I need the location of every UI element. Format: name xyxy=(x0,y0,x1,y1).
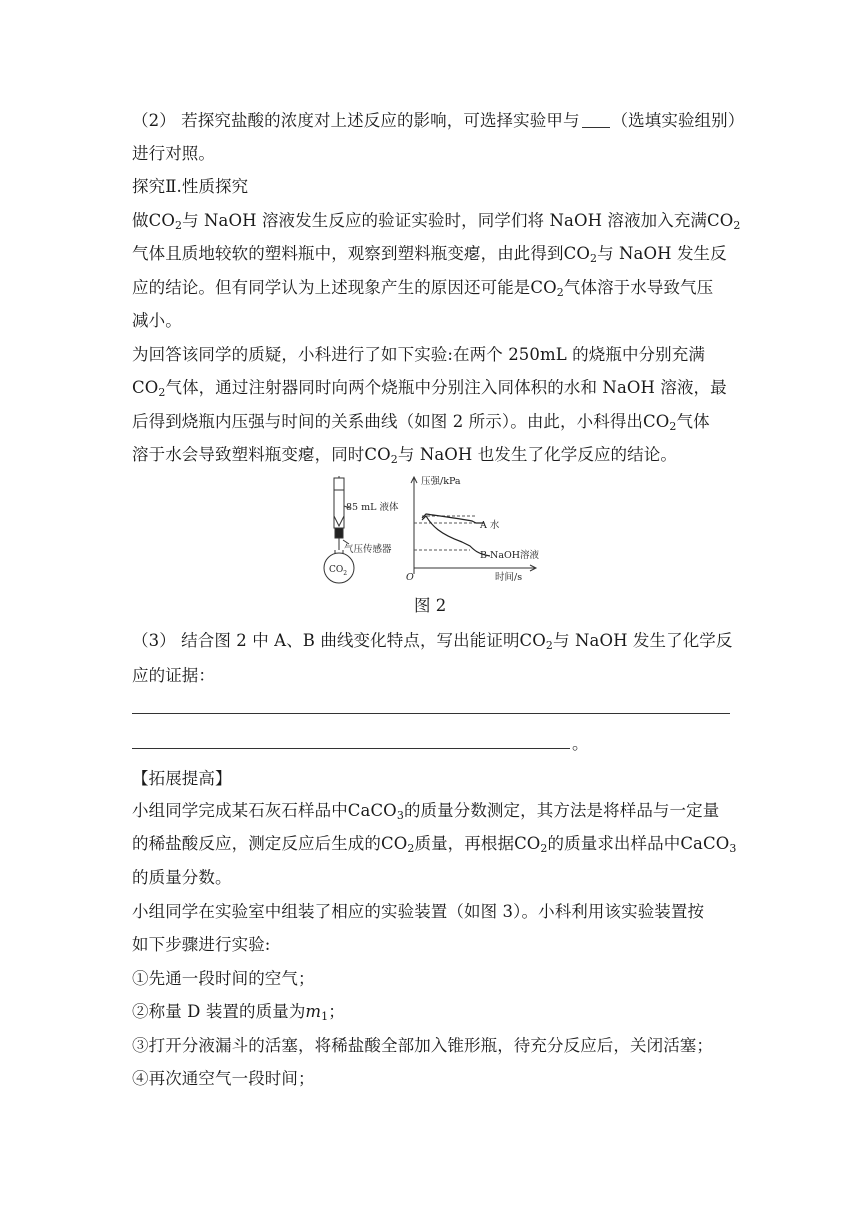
liquid-label: 85 mL 液体 xyxy=(346,502,399,513)
text: ②称量 D 装置的质量为 xyxy=(132,1002,306,1021)
stopper xyxy=(335,528,343,538)
subscript: 2 xyxy=(158,386,166,399)
text: 溶于水会导致塑料瓶变瘪，同时CO xyxy=(132,445,391,464)
question-3-line-2: 应的证据： xyxy=(132,666,215,685)
text: 气体溶于水导致气压 xyxy=(563,278,714,297)
y-axis-label: 压强/kPa xyxy=(421,476,461,487)
paragraph-1-line-3 xyxy=(132,278,732,303)
paragraph-1-line-2 xyxy=(132,244,732,269)
text: 质量，再根据CO xyxy=(414,834,541,853)
paragraph-3-line-1 xyxy=(132,801,732,826)
section-heading-extension: 【拓展提高】 xyxy=(132,769,232,788)
subscript: 3 xyxy=(729,842,737,855)
curve-a-label: A 水 xyxy=(480,520,500,531)
text: 的质量求出样品中CaCO xyxy=(547,834,730,853)
origin-label: O xyxy=(406,572,414,583)
paragraph-2-line-4 xyxy=(132,445,732,470)
text: 的稀盐酸反应，测定反应后生成的CO xyxy=(132,834,408,853)
text: 的质量分数测定，其方法是将样品与一定量 xyxy=(403,801,720,820)
syringe xyxy=(334,478,344,528)
question-3-line-1 xyxy=(132,631,732,656)
paragraph-3-line-3: 的质量分数。 xyxy=(132,868,232,887)
flask-label xyxy=(329,565,347,577)
text: 做CO xyxy=(132,211,175,230)
paragraph-2-line-1: 为回答该同学的质疑，小科进行了如下实验:在两个 250mL 的烧瓶中分别充满 xyxy=(132,345,705,364)
text: 与 NaOH 发生反 xyxy=(597,244,727,263)
paragraph-4-line-2: 如下步骤进行实验: xyxy=(132,935,271,954)
step-2 xyxy=(132,1002,732,1027)
text: （2） 若探究盐酸的浓度对上述反应的影响，可选择实验甲与 xyxy=(132,111,580,130)
text: 后得到烧瓶内压强与时间的关系曲线（如图 2 所示）。由此，小科得出CO xyxy=(132,412,670,431)
text: 气体且质地较软的塑料瓶中，观察到塑料瓶变瘪，由此得到CO xyxy=(132,244,590,263)
paragraph-1-line-4: 减小。 xyxy=(132,311,182,330)
subscript: 3 xyxy=(396,809,404,822)
figure-2-caption: 图 2 xyxy=(414,596,447,615)
subscript: 2 xyxy=(733,219,741,232)
text: （3） 结合图 2 中 A、B 曲线变化特点，写出能证明CO xyxy=(132,631,546,650)
figure-2-graphic xyxy=(322,476,582,586)
text: ； xyxy=(328,1002,345,1021)
subscript: 2 xyxy=(390,453,398,466)
paragraph-1-line-1 xyxy=(132,211,741,236)
answer-blank[interactable] xyxy=(582,113,610,128)
text: CO xyxy=(329,565,344,575)
paragraph-3-line-2 xyxy=(132,834,737,859)
text: 与 NaOH 也发生了化学反应的结论。 xyxy=(397,445,677,464)
x-axis-label: 时间/s xyxy=(495,572,523,583)
answer-line-2[interactable] xyxy=(132,748,570,749)
answer-line-end: 。 xyxy=(572,734,589,753)
paragraph-2-line-3 xyxy=(132,412,732,437)
text: 气体 xyxy=(676,412,710,431)
figure-2 xyxy=(322,476,582,586)
subscript: 2 xyxy=(545,639,554,652)
syringe-tip xyxy=(334,516,344,526)
subscript: 2 xyxy=(540,842,548,855)
subscript: 2 xyxy=(174,219,183,232)
question-2-line-1 xyxy=(132,111,745,131)
sensor-label: 气压传感器 xyxy=(344,544,392,555)
text: 与 NaOH 发生了化学反 xyxy=(553,631,733,650)
subscript: 2 xyxy=(343,570,348,577)
step-1: ①先通一段时间的空气； xyxy=(132,969,315,988)
answer-line-1[interactable] xyxy=(132,713,730,714)
subscript: 2 xyxy=(407,842,415,855)
text: 应的结论。但有同学认为上述现象产生的原因还可能是CO xyxy=(132,278,557,297)
step-4: ④再次通空气一段时间； xyxy=(132,1069,315,1088)
text: CO xyxy=(132,378,159,397)
question-2-line-2: 进行对照。 xyxy=(132,144,215,163)
section-heading-property-inquiry: 探究Ⅱ.性质探究 xyxy=(132,177,249,196)
subscript: 2 xyxy=(556,286,564,299)
paragraph-4-line-1: 小组同学在实验室中组装了相应的实验装置（如图 3）。小科利用该实验装置按 xyxy=(132,902,705,921)
text: 小组同学完成某石灰石样品中CaCO xyxy=(132,801,397,820)
text: 与 NaOH 溶液发生反应的验证实验时，同学们将 NaOH 溶液加入充满CO xyxy=(182,211,734,230)
step-3: ③打开分液漏斗的活塞，将稀盐酸全部加入锥形瓶，待充分反应后，关闭活塞； xyxy=(132,1036,713,1055)
pressure-chart xyxy=(406,476,540,583)
text: （选填实验组别） xyxy=(611,111,745,130)
paragraph-2-line-2 xyxy=(132,378,732,403)
subscript: 2 xyxy=(589,252,598,265)
subscript: 1 xyxy=(321,1010,329,1023)
math-variable: m xyxy=(305,1002,322,1021)
text: 气体，通过注射器同时向两个烧瓶中分别注入同体积的水和 NaOH 溶液，最 xyxy=(165,378,727,397)
curve-b-label: B NaOH溶液 xyxy=(480,550,540,561)
subscript: 2 xyxy=(669,420,677,433)
curve-a-water xyxy=(422,514,484,523)
